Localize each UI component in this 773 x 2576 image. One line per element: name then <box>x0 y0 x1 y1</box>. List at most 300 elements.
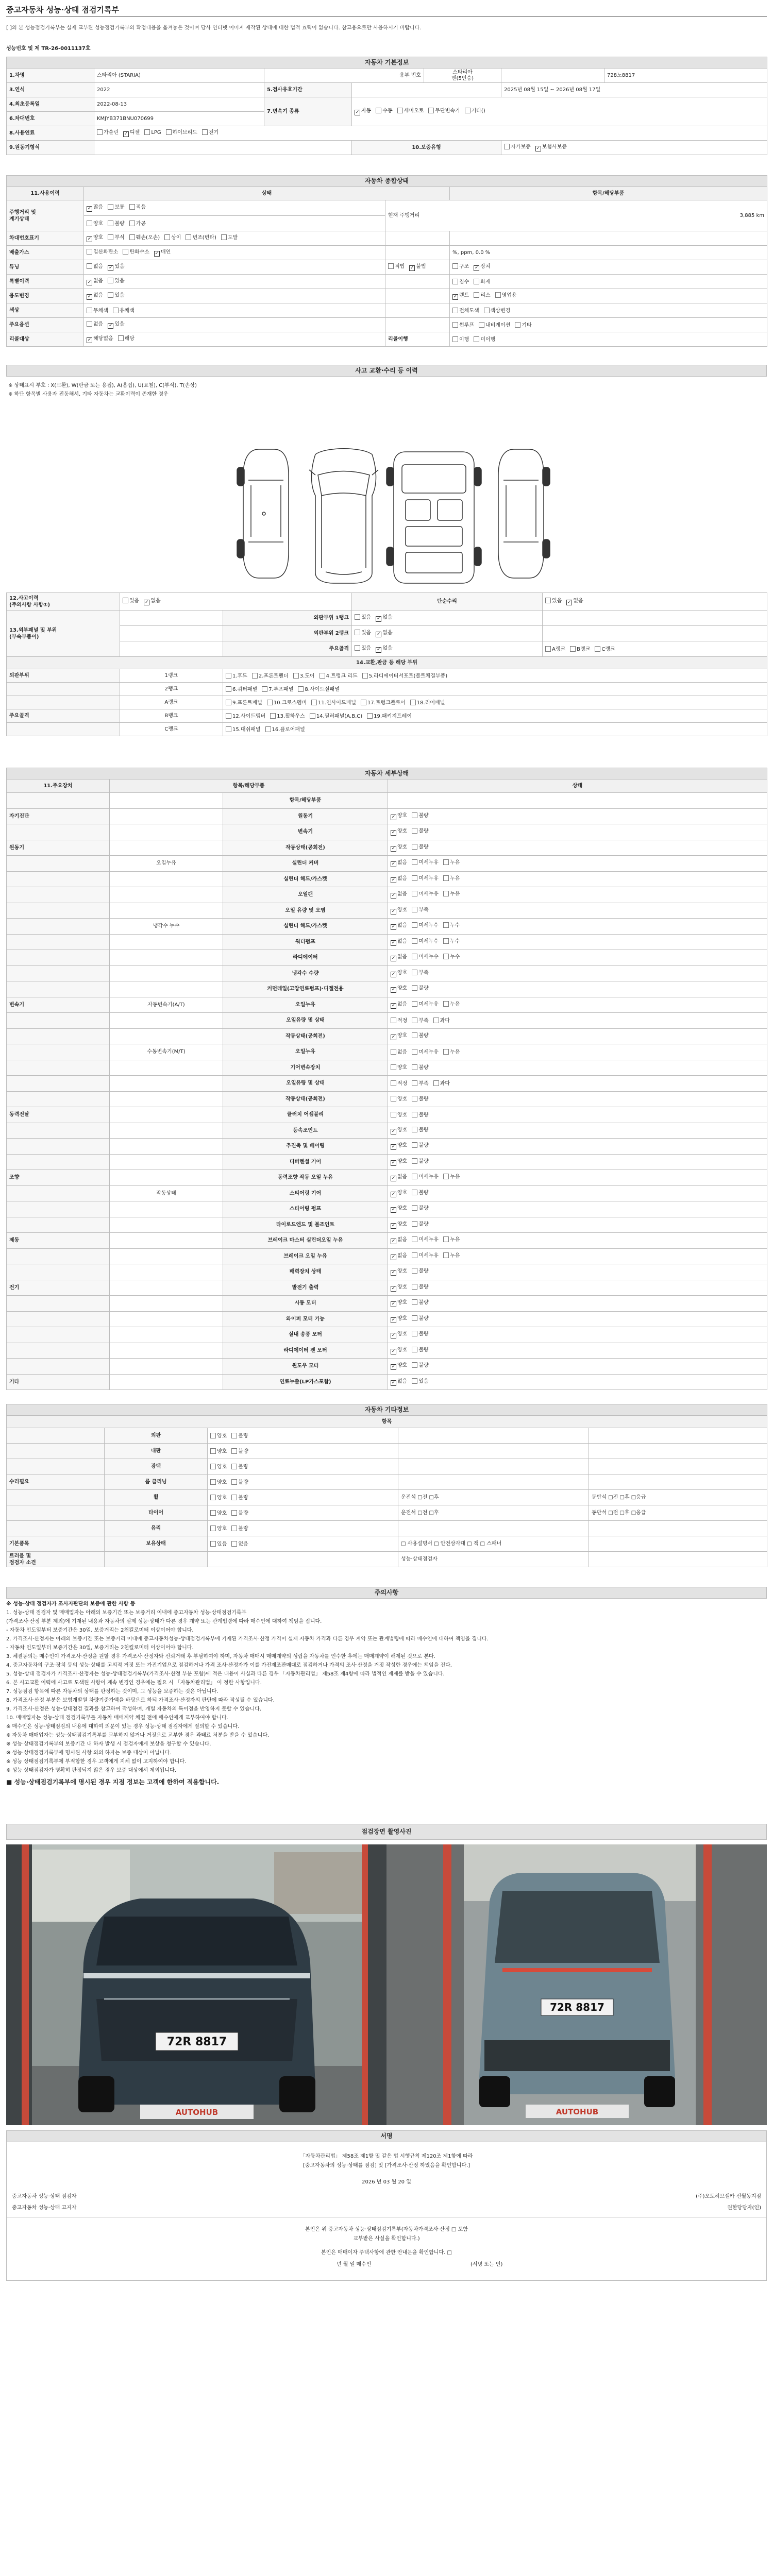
option-item <box>412 1001 439 1007</box>
option-label: 유채색 <box>119 308 135 314</box>
option-item <box>391 970 407 977</box>
detail-row <box>7 1374 767 1390</box>
detail-device <box>7 965 110 981</box>
checked-checkbox: ✓ <box>87 206 92 211</box>
detail-row <box>7 1185 767 1201</box>
mileage-gauge-options <box>84 216 385 231</box>
value-plate-number: 728노8817 <box>604 69 767 83</box>
unchecked-checkbox <box>210 1433 216 1438</box>
unchecked-checkbox <box>123 249 128 255</box>
unchecked-checkbox <box>310 713 315 719</box>
other-right-cell <box>589 1521 767 1536</box>
option-label: 자가보증 <box>511 144 531 150</box>
option-label: 있음 <box>361 615 372 620</box>
rear-brand-text: AUTOHUB <box>556 2107 599 2116</box>
option-item <box>412 1378 428 1384</box>
panel-rank-options <box>352 626 543 641</box>
option-item <box>412 1142 428 1148</box>
unchecked-checkbox <box>391 1096 396 1101</box>
option-item <box>108 264 124 271</box>
detail-row <box>7 1091 767 1107</box>
option-item <box>412 1174 439 1180</box>
checked-checkbox: ✓ <box>391 1128 396 1134</box>
option-label: 불량 <box>418 1112 429 1118</box>
sign-buyer-date: 년 월 일 매수인 <box>337 2262 372 2267</box>
option-label: 불량 <box>418 986 429 992</box>
parts-rank: B랭크 <box>120 709 223 723</box>
option-item <box>391 1316 407 1323</box>
option-label: 부족 <box>418 1018 429 1024</box>
detail-row <box>7 1201 767 1217</box>
option-label: B랭크 <box>577 646 591 652</box>
unchecked-checkbox <box>231 1541 237 1547</box>
option-label: 미세누수 <box>418 954 439 960</box>
detail-group <box>110 1264 223 1280</box>
detail-device <box>7 1264 110 1280</box>
unchecked-checkbox <box>164 234 170 240</box>
detail-row <box>7 1327 767 1343</box>
sign-confirm-line: [중고자동차의 성능·상태를 점검] 및 [가격조사·산정 하였음을 확인합니다.] <box>303 2163 470 2168</box>
label-car-name: 1.차명 <box>7 69 94 83</box>
spacer <box>352 83 501 97</box>
detailed-status-table <box>6 768 767 1390</box>
label-plate-number: 용부 번호 <box>264 69 424 83</box>
option-item <box>108 321 124 329</box>
checked-checkbox: ✓ <box>391 1380 396 1385</box>
note-line: 9. 가격조사·산정은 성능·상태점검 결과를 참고하여 작성하며, 개별 자동차의 특이점을 반영하지 못할 수 있습니다. <box>6 1706 262 1712</box>
option-label: 불량 <box>418 1206 429 1212</box>
unchecked-checkbox <box>362 673 368 679</box>
option-item <box>412 1252 439 1259</box>
detail-device <box>7 793 110 809</box>
photo-front <box>6 1844 386 2125</box>
option-item <box>293 673 315 679</box>
option-item <box>391 1018 407 1024</box>
detail-row <box>7 1296 767 1312</box>
other-middle <box>398 1475 589 1490</box>
checked-checkbox: ✓ <box>391 1301 396 1307</box>
option-item <box>412 1299 428 1306</box>
overall-row-right <box>450 260 767 275</box>
option-label: 누유 <box>449 1174 460 1180</box>
option-label: 없음 <box>93 264 104 269</box>
checked-checkbox: ✓ <box>391 987 396 993</box>
unchecked-checkbox <box>412 1032 417 1038</box>
unchecked-checkbox <box>231 1495 237 1500</box>
signature-box <box>6 2142 767 2281</box>
detail-item: 원동기 <box>223 808 388 824</box>
option-label: 디젤 <box>129 130 140 135</box>
detail-group <box>110 1327 223 1343</box>
parts-group <box>7 723 120 736</box>
option-label: 미세누유 <box>418 1049 439 1055</box>
unchecked-checkbox <box>443 1252 449 1258</box>
overall-row <box>7 303 767 318</box>
other-row <box>7 1521 767 1536</box>
option-label: 없음 <box>397 1001 408 1007</box>
detail-item: 스티어링 펌프 <box>223 1201 388 1217</box>
option-item <box>226 726 261 733</box>
unchecked-checkbox <box>186 234 191 240</box>
unchecked-checkbox <box>391 1064 396 1070</box>
detail-row <box>7 824 767 840</box>
checked-checkbox: ✓ <box>391 956 396 961</box>
unchecked-checkbox <box>465 108 470 113</box>
unchecked-checkbox <box>320 673 325 679</box>
option-item <box>409 264 426 271</box>
option-item <box>123 130 140 137</box>
car-interior-view <box>386 452 481 583</box>
detail-device <box>7 856 110 872</box>
unchecked-checkbox <box>397 108 403 113</box>
detail-device: 조향 <box>7 1170 110 1186</box>
option-label: 있음 <box>552 598 562 604</box>
detail-options <box>388 1060 767 1076</box>
option-label: 양호 <box>397 1143 408 1149</box>
option-label: 있음 <box>114 293 125 298</box>
option-label: 불량 <box>418 1032 429 1039</box>
detail-row <box>7 840 767 856</box>
note-line: (가격조사·산정 부분 제외)에 기재된 내용과 자동차의 실제 성능·상태가 다른 경우 계약 또는 관계법령에 따라 매수인에 대하여 책임을 집니다. <box>6 1619 322 1624</box>
sign-checker-name: (주)오토허브셀카 신월동지점 <box>696 2194 761 2199</box>
unchecked-checkbox <box>474 292 479 298</box>
accident-history-table <box>6 592 767 736</box>
option-label: 불량 <box>418 812 429 819</box>
section-accident: 사고 교환·수리 등 이력 <box>7 365 767 377</box>
option-item <box>465 108 485 114</box>
detail-row <box>7 1044 767 1060</box>
detail-item: 타이로드엔드 및 볼조인트 <box>223 1217 388 1233</box>
detail-options <box>388 840 767 856</box>
other-group <box>7 1505 105 1521</box>
detail-group <box>110 1013 223 1029</box>
option-item <box>443 1001 460 1007</box>
option-label: 있음 <box>217 1541 227 1547</box>
checked-checkbox: ✓ <box>391 1270 396 1276</box>
detail-group <box>110 1311 223 1327</box>
option-label: 일산화탄소 <box>93 249 119 255</box>
detail-row <box>7 997 767 1013</box>
option-label: 부족 <box>418 907 429 913</box>
option-item <box>210 1464 227 1470</box>
overall-row-options <box>84 318 385 332</box>
option-label: 5.라디에이터서포트(볼트체결부품) <box>368 673 448 679</box>
option-item <box>391 860 407 867</box>
checked-checkbox: ✓ <box>391 924 396 930</box>
option-item <box>412 1032 428 1039</box>
other-options <box>208 1536 398 1552</box>
other-right-cell <box>589 1552 767 1567</box>
parts-options <box>223 709 767 723</box>
label-vin: 6.차대번호 <box>7 112 94 126</box>
unchecked-checkbox <box>210 1448 216 1454</box>
note-line: 4. 중고자동차의 구조·장치 등의 성능·상태를 고의적 거짓 또는 가진기업으로 점검하거나 가격 조사·산정자가 이를 가진제조판매대로 점검하거나 가격의 조사·산정을 거짓 작성한 경우에는 책임을 진다. <box>6 1663 452 1668</box>
unchecked-checkbox <box>443 891 449 896</box>
other-row <box>7 1475 767 1490</box>
option-item <box>108 278 124 284</box>
detail-item: 시동 모터 <box>223 1296 388 1312</box>
option-item <box>362 673 448 679</box>
option-item <box>474 279 490 285</box>
checked-checkbox: ✓ <box>391 893 396 899</box>
option-label: 미세누유 <box>418 1237 439 1243</box>
option-label: 기타() <box>471 108 485 114</box>
option-item <box>129 234 160 241</box>
detail-item: 워터펌프 <box>223 934 388 950</box>
option-item <box>443 891 460 897</box>
option-label: 무단변속기 <box>435 108 460 114</box>
detail-group: 작동상태 <box>110 1185 223 1201</box>
unchecked-checkbox <box>226 713 231 719</box>
detail-row <box>7 1139 767 1155</box>
other-right-cell <box>589 1490 767 1505</box>
car-side-view-right <box>498 449 550 578</box>
other-options <box>208 1505 398 1521</box>
detail-device <box>7 1217 110 1233</box>
option-label: 없음 <box>382 615 393 620</box>
detail-options <box>388 856 767 872</box>
head-status: 상태 <box>84 187 450 200</box>
option-item <box>443 859 460 866</box>
unchecked-checkbox <box>433 1080 439 1086</box>
option-label: 부족 <box>418 970 429 976</box>
detail-options <box>388 1028 767 1044</box>
option-item <box>412 812 428 819</box>
overall-row-right <box>450 246 767 260</box>
option-label: 양호 <box>397 844 408 850</box>
detail-options <box>388 1139 767 1155</box>
unchecked-checkbox <box>545 646 551 652</box>
other-item: 외판 <box>105 1428 208 1444</box>
detail-group <box>110 887 223 903</box>
unchecked-checkbox <box>412 1064 417 1070</box>
note-line: 5. 성능·상태 점검자가 가격조사·산정자는 성능·상태점검기록부(가격조사·산정 부분 포함)에 적은 내용이 사실과 다른 경우 「자동차관리법」 제58조 제4항에 따라 법적인 제재를 받을 수 있습니다. <box>6 1671 445 1677</box>
other-item: 휠 <box>105 1490 208 1505</box>
detail-group <box>110 824 223 840</box>
note-line: ※ 성능 상태점검자가 명확히 판정되지 않은 경우 보증 대상에서 제외됩니다. <box>6 1768 176 1773</box>
option-item <box>391 1268 407 1276</box>
other-item: 내판 <box>105 1444 208 1459</box>
detail-options <box>388 1264 767 1280</box>
option-item <box>474 336 495 343</box>
overall-row-middle <box>385 318 450 332</box>
option-label: 적정 <box>397 1080 408 1087</box>
unchecked-checkbox <box>210 1510 216 1516</box>
other-right-cell <box>589 1475 767 1490</box>
detail-item: 브레이크 마스터 실린더오일 누유 <box>223 1233 388 1249</box>
unchecked-checkbox <box>515 322 520 328</box>
parts-row <box>7 723 767 736</box>
label-accident-history: 12.사고이력 (주의사항 사항①) <box>7 593 120 611</box>
unchecked-checkbox <box>231 1526 237 1531</box>
option-item <box>210 1448 227 1454</box>
option-item <box>391 1096 407 1102</box>
option-item <box>452 293 469 300</box>
option-item <box>391 1379 407 1386</box>
parts-rank: A랭크 <box>120 696 223 709</box>
option-label: 미세누유 <box>418 860 439 866</box>
option-item <box>129 221 146 227</box>
option-label: 14.필러패널(A,B,C) <box>316 713 363 719</box>
detail-row <box>7 808 767 824</box>
value-car-type <box>424 69 501 83</box>
option-label: 해당없음 <box>93 336 113 342</box>
checked-checkbox: ✓ <box>453 294 458 299</box>
option-item <box>226 713 265 719</box>
checked-checkbox: ✓ <box>391 1254 396 1260</box>
panel-rank-extra <box>543 626 767 641</box>
option-label: 양호 <box>397 1065 408 1071</box>
vehicle-damage-diagram <box>228 439 558 588</box>
option-item <box>566 598 583 605</box>
note-line: ■ 성능·상태점검기록부에 명시된 경우 지점 정보는 고객에 한하여 적용합니다. <box>6 1778 220 1786</box>
label-engine-type: 9.원동기형식 <box>7 141 94 155</box>
other-right-cell <box>589 1428 767 1444</box>
option-label: 불량 <box>418 1190 429 1196</box>
option-label: 양호 <box>397 1158 408 1164</box>
unchecked-checkbox <box>412 1018 417 1023</box>
other-item <box>105 1552 208 1567</box>
checked-checkbox: ✓ <box>475 265 479 270</box>
option-item <box>412 891 439 897</box>
detail-group <box>110 1280 223 1296</box>
unchecked-checkbox <box>108 204 113 210</box>
option-label: 보험사보증 <box>542 144 567 150</box>
option-label: 부식 <box>114 235 125 241</box>
option-label: 불량 <box>238 1526 248 1532</box>
option-item <box>412 970 428 976</box>
unchecked-checkbox <box>311 700 317 705</box>
option-label: 불량 <box>238 1464 248 1470</box>
unchecked-checkbox <box>412 812 417 818</box>
option-item <box>118 335 135 342</box>
detail-options <box>388 1013 767 1029</box>
option-item <box>388 263 405 269</box>
unchecked-checkbox <box>226 726 231 732</box>
detail-group <box>110 950 223 966</box>
checked-checkbox: ✓ <box>87 280 92 285</box>
option-item <box>144 129 161 135</box>
value-model-year: 2022 <box>94 83 264 97</box>
option-item <box>391 1064 407 1071</box>
unchecked-checkbox <box>270 713 276 719</box>
detail-row <box>7 1264 767 1280</box>
checked-checkbox: ✓ <box>155 251 159 256</box>
detail-item: 오일팬 <box>223 887 388 903</box>
detail-options <box>388 887 767 903</box>
unchecked-checkbox <box>412 1174 417 1179</box>
other-options <box>208 1459 398 1475</box>
sign-appraiser-name: 권한당당자(인) <box>727 2205 761 2211</box>
basic-info-table <box>6 57 767 155</box>
option-item <box>412 1064 428 1071</box>
option-item <box>87 321 103 327</box>
spacer <box>120 626 223 641</box>
option-label: 미세누유 <box>418 891 439 897</box>
parts-group: 주요골격 <box>7 709 120 723</box>
option-item <box>412 1127 428 1133</box>
option-label: 침수 <box>459 279 469 285</box>
detail-group <box>110 1170 223 1186</box>
detail-options <box>388 950 767 966</box>
option-label: 양호 <box>217 1526 227 1532</box>
overall-row <box>7 231 767 246</box>
note-line: ※ 성능 상태점검기록부에 부적합한 경우 고객에게 지체 없이 고지하여야 합니다. <box>6 1759 187 1765</box>
option-label: 8.사이드실패널 <box>305 686 340 692</box>
option-label: 있음 <box>114 278 125 284</box>
detail-device <box>7 1327 110 1343</box>
option-label: 2.프론트펜더 <box>258 673 289 679</box>
detail-row <box>7 1311 767 1327</box>
other-options <box>208 1428 398 1444</box>
note-line: ※ 성능·상태점검기록부에 명시된 사항 외의 하자는 보증 대상이 아닙니다. <box>6 1750 172 1756</box>
detail-row <box>7 919 767 935</box>
option-item <box>311 700 356 706</box>
detail-device: 동력전달 <box>7 1107 110 1123</box>
option-label: 없음 <box>93 293 104 298</box>
option-label: 양호 <box>397 1221 408 1227</box>
option-label: 양호 <box>93 221 104 227</box>
detail-device <box>7 903 110 919</box>
detail-item: 실린더 커버 <box>223 856 388 872</box>
unchecked-checkbox <box>108 278 113 283</box>
unchecked-checkbox <box>412 875 417 881</box>
option-label: 양호 <box>397 1032 408 1039</box>
sign-checker-label: 중고자동차 성능·상태 점검자 <box>12 2194 77 2199</box>
other-options <box>208 1521 398 1536</box>
overall-row-right <box>450 231 767 246</box>
notes-section-header <box>6 1587 767 1599</box>
sign-buyer-line3: 본인은 매매이자 주택사항에 관한 안내문을 확인합니다. □ <box>321 2250 452 2256</box>
unchecked-checkbox <box>595 646 600 652</box>
option-label: 불량 <box>238 1448 248 1454</box>
option-label: 없음 <box>397 860 408 866</box>
detail-item: 추진축 및 베어링 <box>223 1139 388 1155</box>
unchecked-checkbox <box>97 129 103 135</box>
detail-options <box>388 1343 767 1359</box>
option-item <box>391 907 407 914</box>
warranty-options <box>501 141 767 155</box>
option-label: 적정 <box>397 1018 408 1024</box>
detail-options <box>388 793 767 809</box>
unchecked-checkbox <box>452 279 458 284</box>
overall-row-options <box>84 275 385 289</box>
option-item <box>391 813 407 820</box>
unchecked-checkbox <box>412 1268 417 1274</box>
detail-options <box>388 1217 767 1233</box>
other-row <box>7 1459 767 1475</box>
value-vin: KMJYB371BNU070699 <box>94 112 264 126</box>
option-label: 많음 <box>93 205 104 210</box>
option-item <box>412 1268 428 1274</box>
other-options <box>208 1490 398 1505</box>
option-item <box>267 700 307 706</box>
note-line: ※ 매수인은 성능·상태점검의 내용에 대하여 의문이 있는 경우 성능·상태 점검자에게 질의할 수 있습니다. <box>6 1724 240 1730</box>
spacer <box>120 641 223 657</box>
option-item <box>210 1433 227 1439</box>
other-group <box>7 1444 105 1459</box>
other-item: 보유상태 <box>105 1536 208 1552</box>
label-current-mileage: 현재 주행거리 <box>388 213 420 218</box>
other-right: 동반석 □전 □후 □응급 <box>592 1495 646 1500</box>
option-item <box>410 700 445 706</box>
other-right-cell <box>589 1505 767 1521</box>
value-car-type-line2: 밴(5인승) <box>451 75 474 81</box>
option-item <box>412 844 428 850</box>
detail-item: 항목/해당부품 <box>223 793 388 809</box>
option-label: 없음 <box>397 1237 408 1243</box>
option-label: 불량 <box>418 1347 429 1353</box>
